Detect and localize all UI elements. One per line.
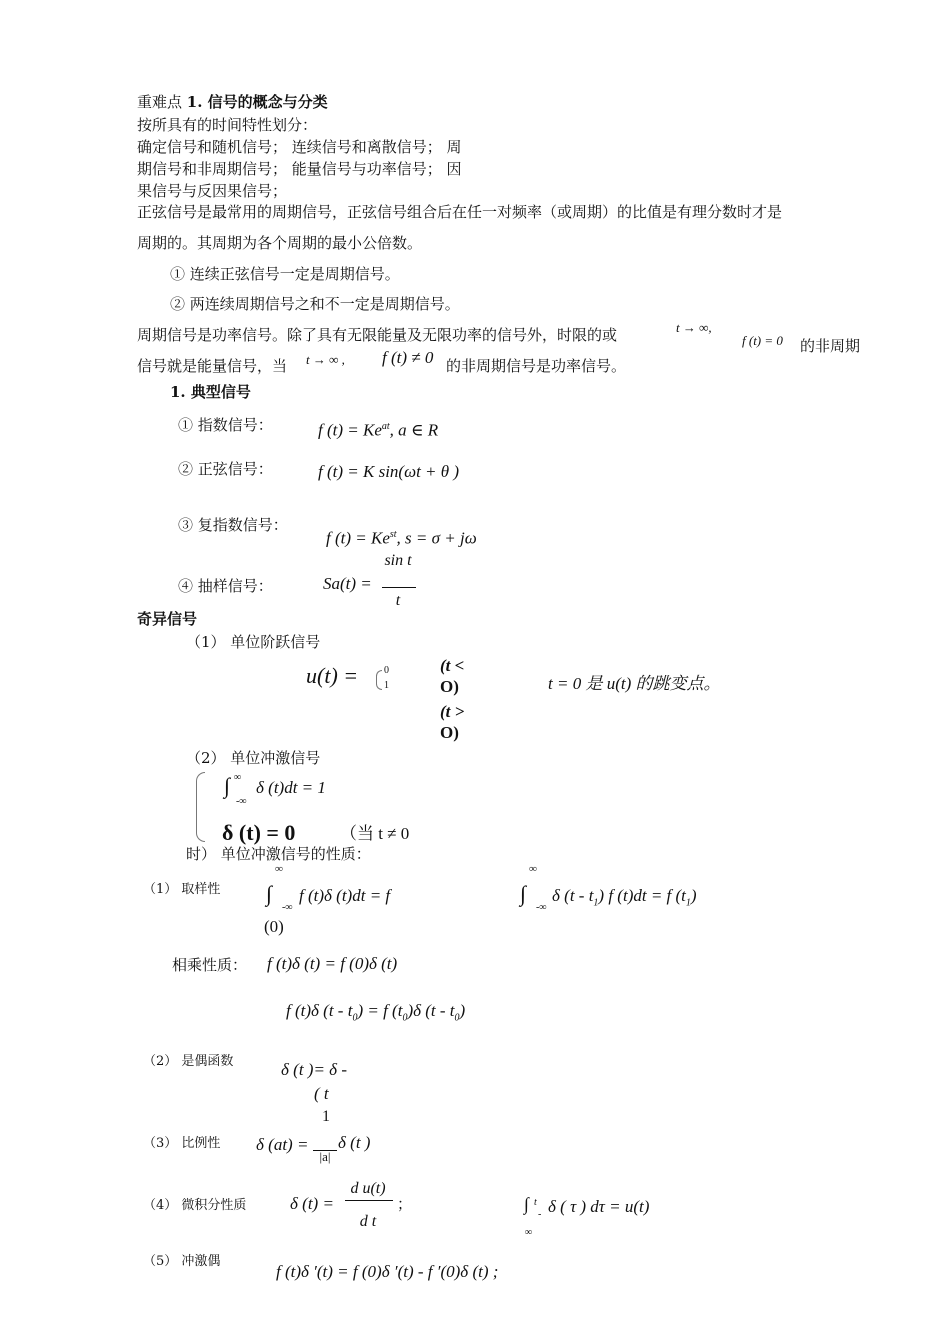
paragraph-7b: 的非周期 <box>800 337 861 355</box>
integral-infinity: ∞ <box>525 1227 533 1238</box>
fraction-denominator: |a| <box>319 1149 331 1164</box>
paragraph-8a: 信号就是能量信号，当 <box>137 357 288 375</box>
paragraph-4: 果信号与反因果信号； <box>137 182 288 200</box>
brace <box>196 772 205 842</box>
semicolon: ； <box>397 1195 413 1213</box>
impulse-eq-1: δ (t)dt = 1 <box>256 778 326 797</box>
scaling-tail: δ (t ) <box>338 1133 371 1152</box>
doublet-eq: f (t)δ ′(t) = f (0)δ ′(t) - f ′(0)δ (t) ; <box>276 1262 499 1281</box>
property-label: （1） 取样性 <box>143 882 221 897</box>
impulse-label: （2） 单位冲激信号 <box>186 749 321 767</box>
section-title: 1. 典型信号 <box>170 383 251 401</box>
list-item: ① 连续正弦信号一定是周期信号。 <box>170 265 400 283</box>
fraction-denominator: d t <box>359 1213 377 1230</box>
step-cond-1b: O) <box>440 723 459 742</box>
even-eq-2: ( t <box>314 1084 329 1103</box>
property-label: （2） 是偶函数 <box>143 1054 234 1069</box>
heading-prefix: 重难点 <box>137 93 183 111</box>
math-t-inf: t → ∞, <box>676 320 712 335</box>
integral-lower: - <box>538 1209 542 1220</box>
integral-upper: ∞ <box>275 863 283 875</box>
fraction-line <box>382 587 416 588</box>
integral-upper: ∞ <box>234 772 242 783</box>
heading <box>137 92 328 112</box>
paragraph-2: 确定信号和随机信号； 连续信号和离散信号； 周 <box>137 138 462 156</box>
multiply-eq-2: f (t)δ $(t - t_0) = f$ $(t_0)\delta$ $(t - t_0)$ <box>286 1001 466 1024</box>
derivative-eq: δ (t) = <box>290 1194 334 1213</box>
signal-label: ③ 复指数信号： <box>178 516 288 534</box>
integral-sign-icon: ∫ <box>524 1194 529 1214</box>
section-title: 奇异信号 <box>137 610 198 628</box>
paragraph-1: 按所具有的时间特性划分： <box>137 116 318 134</box>
paragraph-7a: 周期信号是功率信号。除了具有无限能量及无限功率的信号外，时限的或 <box>137 326 618 344</box>
sine-formula: f (t) = K sin(ωt + θ ) <box>318 462 460 481</box>
fraction-denominator: t <box>395 592 401 609</box>
integral-sign-icon: ∫ <box>520 881 527 906</box>
fraction-numerator: sin t <box>384 552 412 569</box>
property-label: （3） 比例性 <box>143 1136 221 1151</box>
heading-title: 1. 信号的概念与分类 <box>186 93 328 111</box>
paragraph-5: 正弦信号是最常用的周期信号，正弦信号组合后在任一对频率（或周期）的比值是有理分数时才是 <box>137 203 783 221</box>
impulse-properties-intro: 时） 单位冲激信号的性质： <box>186 845 371 863</box>
paragraph-8b: 的非周期信号是功率信号。 <box>446 357 627 375</box>
step-cond-0b: O) <box>440 677 459 696</box>
sampling-eq-1b: (0) <box>264 917 284 936</box>
sampling-eq-1: f (t)δ (t)dt = f <box>299 886 391 905</box>
step-lhs: u(t) = <box>306 663 359 688</box>
integral-sign-icon: ∫ <box>266 881 273 906</box>
integral-lower: -∞ <box>236 796 247 807</box>
exponential-formula: f $(t) = Ke^{at}$, a ∈ R <box>318 420 439 440</box>
step-cond-0: (t < <box>440 656 465 675</box>
signal-label: ④ 抽样信号： <box>178 577 273 595</box>
integral-lower: -∞ <box>536 902 547 913</box>
step-value-0: 0 <box>384 665 389 676</box>
math-ft-nonzero: f (t) ≠ 0 <box>382 348 434 367</box>
integral-eq: δ ( τ ) dτ = u(t) <box>548 1197 650 1216</box>
integral-upper: ∞ <box>529 863 537 875</box>
scaling-eq: δ (at) = <box>256 1135 309 1154</box>
step-value-1: 1 <box>384 680 389 691</box>
step-cond-1: (t > <box>440 702 465 721</box>
list-item: ② 两连续周期信号之和不一定是周期信号。 <box>170 295 460 313</box>
paragraph-6: 周期的。其周期为各个周期的最小公倍数。 <box>137 234 423 252</box>
signal-label: ② 正弦信号： <box>178 460 273 478</box>
signal-label: ① 指数信号： <box>178 416 273 434</box>
sampling-formula: Sa(t) = <box>323 574 372 593</box>
step-note: t = 0 是 u(t) 的跳变点。 <box>548 674 721 693</box>
integral-upper: t <box>534 1197 537 1208</box>
property-label: （5） 冲激偶 <box>143 1254 221 1269</box>
sampling-eq-2: δ $(t - t_1)$ f (t)dt = f $(t_1)$ <box>552 886 697 909</box>
complex-exp-formula: f $(t) = Ke^{st}$, s = σ + jω <box>326 528 477 548</box>
integral-lower: -∞ <box>282 902 293 913</box>
step-label: （1） 单位阶跃信号 <box>186 633 321 651</box>
even-eq: δ (t )= δ - <box>281 1060 347 1079</box>
math-t-inf-2: t → ∞ , <box>306 352 345 367</box>
fraction-line <box>345 1200 393 1201</box>
fraction-numerator: d u(t) <box>350 1180 386 1197</box>
integral-sign-icon: ∫ <box>224 773 231 798</box>
property-label: （4） 微积分性质 <box>143 1198 247 1213</box>
multiply-label: 相乘性质： <box>172 956 248 974</box>
fraction-numerator: 1 <box>322 1108 330 1125</box>
impulse-eq-2: δ (t) = 0 <box>222 820 296 845</box>
math-ft-zero: f (t) = 0 <box>742 333 783 348</box>
impulse-eq-2-tail: （当 t ≠ 0 <box>340 824 410 843</box>
multiply-eq-1: f (t)δ (t) = f (0)δ (t) <box>267 954 398 973</box>
paragraph-3: 期信号和非周期信号； 能量信号与功率信号； 因 <box>137 160 462 178</box>
brace <box>376 670 382 690</box>
